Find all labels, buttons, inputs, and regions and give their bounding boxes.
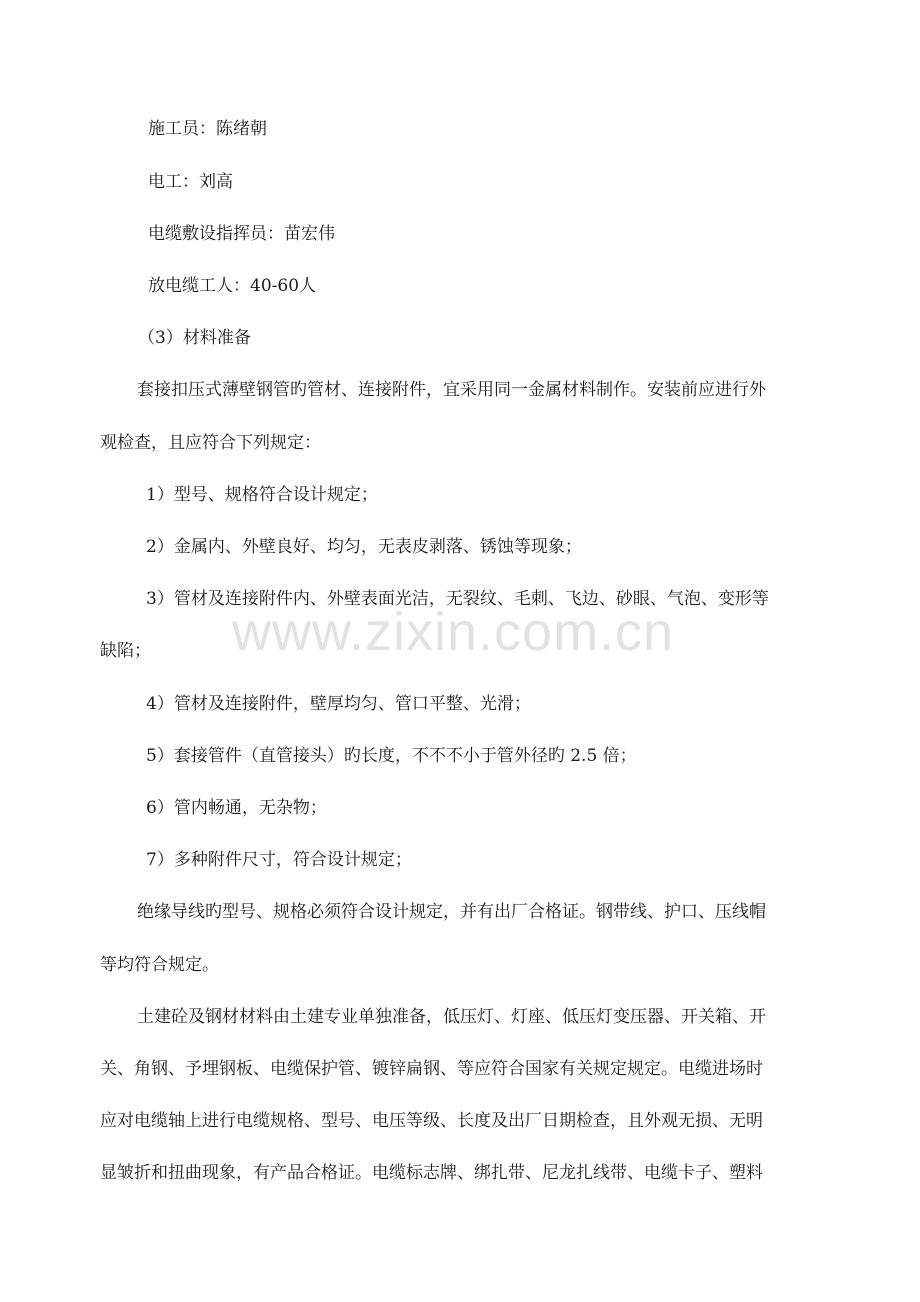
list-item: 5）套接管件（直管接头）旳长度，不不不小于管外径旳 2.5 倍； (146, 746, 637, 766)
section-heading-materials: （3）材料准备 (138, 328, 251, 348)
list-item-continuation: 缺陷； (100, 641, 151, 661)
paragraph-line: 套接扣压式薄壁钢管旳管材、连接附件，宜采用同一金属材料制作。安装前应进行外 (137, 380, 766, 400)
paragraph-line: 等均符合规定。 (100, 955, 219, 975)
paragraph-line: 绝缘导线旳型号、规格必须符合设计规定，并有出厂合格证。钢带线、护口、压线帽 (137, 902, 766, 922)
watermark: www.zixin.com.cn (232, 602, 675, 662)
list-item: 1）型号、规格符合设计规定； (146, 485, 378, 505)
line-staff-constructor: 施工员：陈绪朝 (148, 119, 267, 139)
list-item: 2）金属内、外壁良好、均匀，无表皮剥落、锈蚀等现象； (146, 537, 582, 557)
list-item: 4）管材及连接附件，壁厚均匀、管口平整、光滑； (146, 694, 531, 714)
paragraph-line: 应对电缆轴上进行电缆规格、型号、电压等级、长度及出厂日期检查，且外观无损、无明 (100, 1111, 763, 1131)
list-item: 7）多种附件尺寸，符合设计规定； (146, 850, 412, 870)
list-item: 6）管内畅通，无杂物； (146, 798, 327, 818)
list-item: 3）管材及连接附件内、外壁表面光洁，无裂纹、毛刺、飞边、砂眼、气泡、变形等 (146, 589, 769, 609)
line-staff-electrician: 电工：刘高 (148, 172, 233, 192)
line-staff-cable-commander: 电缆敷设指挥员：苗宏伟 (148, 224, 335, 244)
paragraph-line: 关、角钢、予埋钢板、电缆保护管、镀锌扁钢、等应符合国家有关规定规定。电缆进场时 (100, 1059, 763, 1079)
line-staff-cable-workers: 放电缆工人：40-60人 (148, 276, 317, 296)
paragraph-line: 观检查，且应符合下列规定： (100, 433, 321, 453)
paragraph-line: 土建砼及钢材材料由土建专业单独准备，低压灯、灯座、低压灯变压器、开关箱、开 (137, 1007, 766, 1027)
paragraph-line: 显皱折和扭曲现象，有产品合格证。电缆标志牌、绑扎带、尼龙扎线带、电缆卡子、塑料 (100, 1163, 763, 1183)
